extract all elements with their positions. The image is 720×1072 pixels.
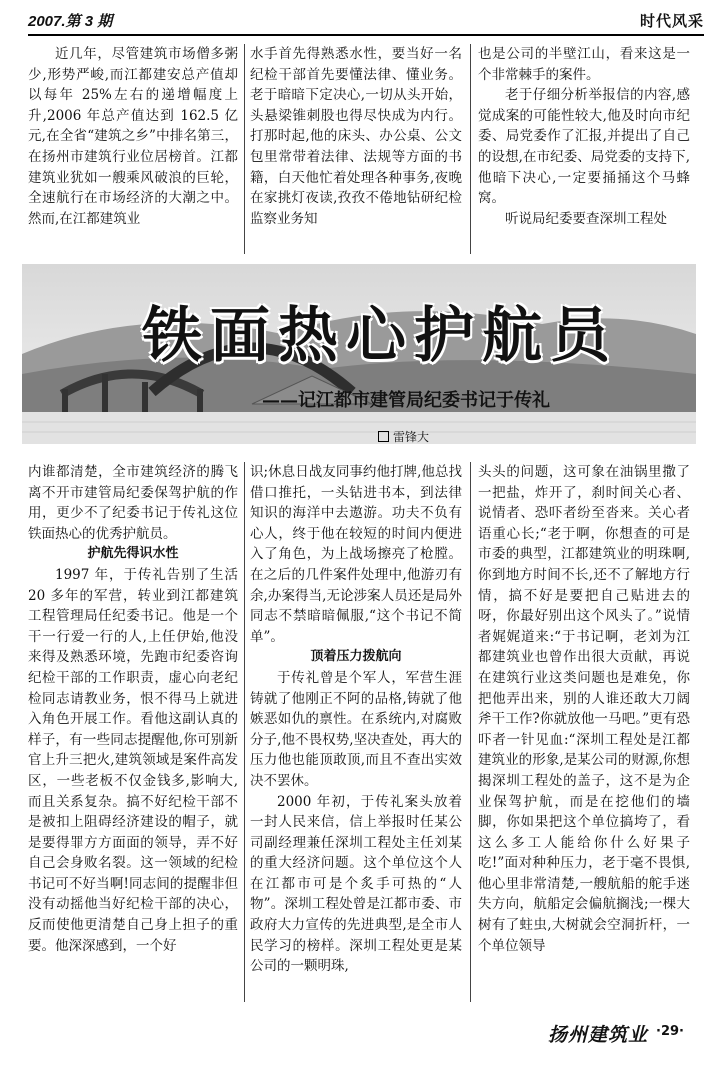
bottom-column-1 [28, 462, 238, 1002]
square-icon [378, 431, 389, 442]
column-divider [470, 44, 471, 254]
byline [378, 428, 429, 444]
paragraph: 头头的问题，这可象在油锅里撒了一把盐，炸开了，刹时间关心者、说情者、恐吓者纷至沓来。关心者语重心长;“老于啊，你想查的可是市委的典型，江都建筑业的明珠啊,你到地方时间不长,还不了解地方行情，搞不好是要把自己贴进去的呀，你最好别出这个风头了。”说情者娓娓道来:“于书记啊，老刘为江都建筑业也曾作出很大贡献，再说在建筑行业这类问题也是难免，你把他弄出来，别的人谁还敢大刀阔斧干工作?你就放他一马吧。”更有恐吓者一针见血:“深圳工程处是江都建筑业的形象,是某公司的财源,你想揭深圳工程处的盖子，这不是为企业保驾护航，而是在挖他们的墙脚，你如果把这个单位搞垮了，看这么多工人能给你什么好果子吃!”面对种种压力，老于毫不畏惧,他心里非常清楚,一艘航船的舵手迷失方向，航船定会偏航搁浅;一棵大树有了蛀虫,大树就会空洞折杆，一个单位领导 [478, 464, 690, 954]
column-divider [470, 462, 471, 1002]
bottom-column-2 [250, 462, 462, 1002]
paragraph: 1997 年，于传礼告别了生活 20 多年的军营，转业到江都建筑工程管理局任纪委书记。他是一个干一行爱一行的人,上任伊始,他没来得及熟悉环境，先跑市纪委咨询纪检干部的工作职责，虚心向老纪检同志请教业务，恨不得马上就进入角色开展工作。看他这副认真的样子，有一些同志提醒他,你可别新官上升三把火,建筑领域是案件高发区，一些老板不仅金钱多,影响大,而且关系复杂。搞不好纪检干部不是被扣上阻碍经济建设的帽子，就是要得罪方方面面的领导，弄不好自己会身败名裂。这一领域的纪检书记可不好当啊!同志间的提醒非但没有动摇他当好纪检干部的决心，反而使他更清楚自己身上担子的重要。他深深感到，一个好 [28, 566, 238, 954]
section-label: 时代风采 [639, 12, 704, 30]
article-subtitle: ——记江都市建管局纪委书记于传礼 [262, 390, 550, 411]
article-title: 铁面热心护航员 [142, 301, 618, 371]
title-banner [22, 264, 696, 444]
section-heading: 护航先得识水性 [87, 546, 179, 562]
paragraph: 2000 年初，于传礼案头放着一封人民来信，信上举报时任某公司副经理兼任深圳工程处主任刘某的重大经济问题。这个单位这个人在江都市可是个炙手可热的“人物”。深圳工程处曾是江都市委、市政府大力宣传的先进典型,是全市人民学习的榜样。深圳工程处更是某公司的一颗明珠, [250, 793, 462, 975]
paragraph: 老于仔细分析举报信的内容,感觉成案的可能性较大,他及时向市纪委、局党委作了汇报,并提出了自己的设想,在市纪委、局党委的支持下,他暗下决心,一定要捅捅这个马蜂窝。 [478, 87, 690, 207]
paragraph: 也是公司的半壁江山，看来这是一个非常棘手的案件。 [478, 46, 690, 83]
issue-label: 2007.第 3 期 [28, 13, 113, 30]
column-divider [244, 44, 245, 254]
page-header [28, 4, 704, 34]
author-name: 雷锋大 [393, 430, 430, 444]
column-divider [244, 462, 245, 1002]
header-rule [28, 34, 704, 36]
top-column-2 [250, 44, 462, 254]
magazine-logo: 扬州建筑业 [548, 1024, 649, 1046]
paragraph: 内谁都清楚，全市建筑经济的腾飞离不开市建管局纪委保驾护航的作用，更少不了纪委书记于传礼这位铁面热心的优秀护航员。 [28, 464, 238, 542]
page-number: ·29· [656, 1024, 684, 1039]
paragraph: 水手首先得熟悉水性，要当好一名纪检干部首先要懂法律、懂业务。老于暗暗下定决心,一切从头开始，头悬梁锥刺股也得尽快成为内行。打那时起,他的床头、办公桌、公文包里常带着法律、法规等方面的书籍，白天他忙着处理各种事务,夜晚在家挑灯夜读,孜孜不倦地钻研纪检监察业务知 [250, 46, 462, 227]
top-column-3 [478, 44, 690, 254]
page-footer [0, 1010, 720, 1050]
bottom-column-3 [478, 462, 690, 1002]
paragraph: 于传礼曾是个军人，军营生涯铸就了他刚正不阿的品格,铸就了他嫉恶如仇的禀性。在系统内,对腐败分子,他不畏权势,坚决查处，再大的压力他也能顶敢顶,而且不查出实效决不罢休。 [250, 669, 462, 789]
top-column-1 [28, 44, 238, 254]
section-heading: 顶着压力拨航向 [310, 649, 402, 665]
paragraph: 识;休息日战友同事约他打牌,他总找借口推托，一头钻进书本，到法律知识的海洋中去遨游。功夫不负有心人，终于他在较短的时间内便进入了角色，为上战场擦亮了枪膛。在之后的几件案件处理中,他游刃有余,办案得当,无论涉案人员还是局外同志不禁暗暗佩服,“这个书记不简单”。 [250, 464, 462, 645]
paragraph: 听说局纪委要查深圳工程处 [505, 210, 667, 227]
paragraph: 近几年，尽管建筑市场僧多粥少,形势严峻,而江都建安总产值却以每年 25%左右的递增幅度上升,2006 年总产值达到 162.5 亿元,在全省“建筑之乡”中排名第三，在扬州市建筑行业位居榜首。江都建筑业犹如一艘乘风破浪的巨轮，全速航行在市场经济的大潮之中。然而,在江都建筑业 [28, 46, 238, 227]
